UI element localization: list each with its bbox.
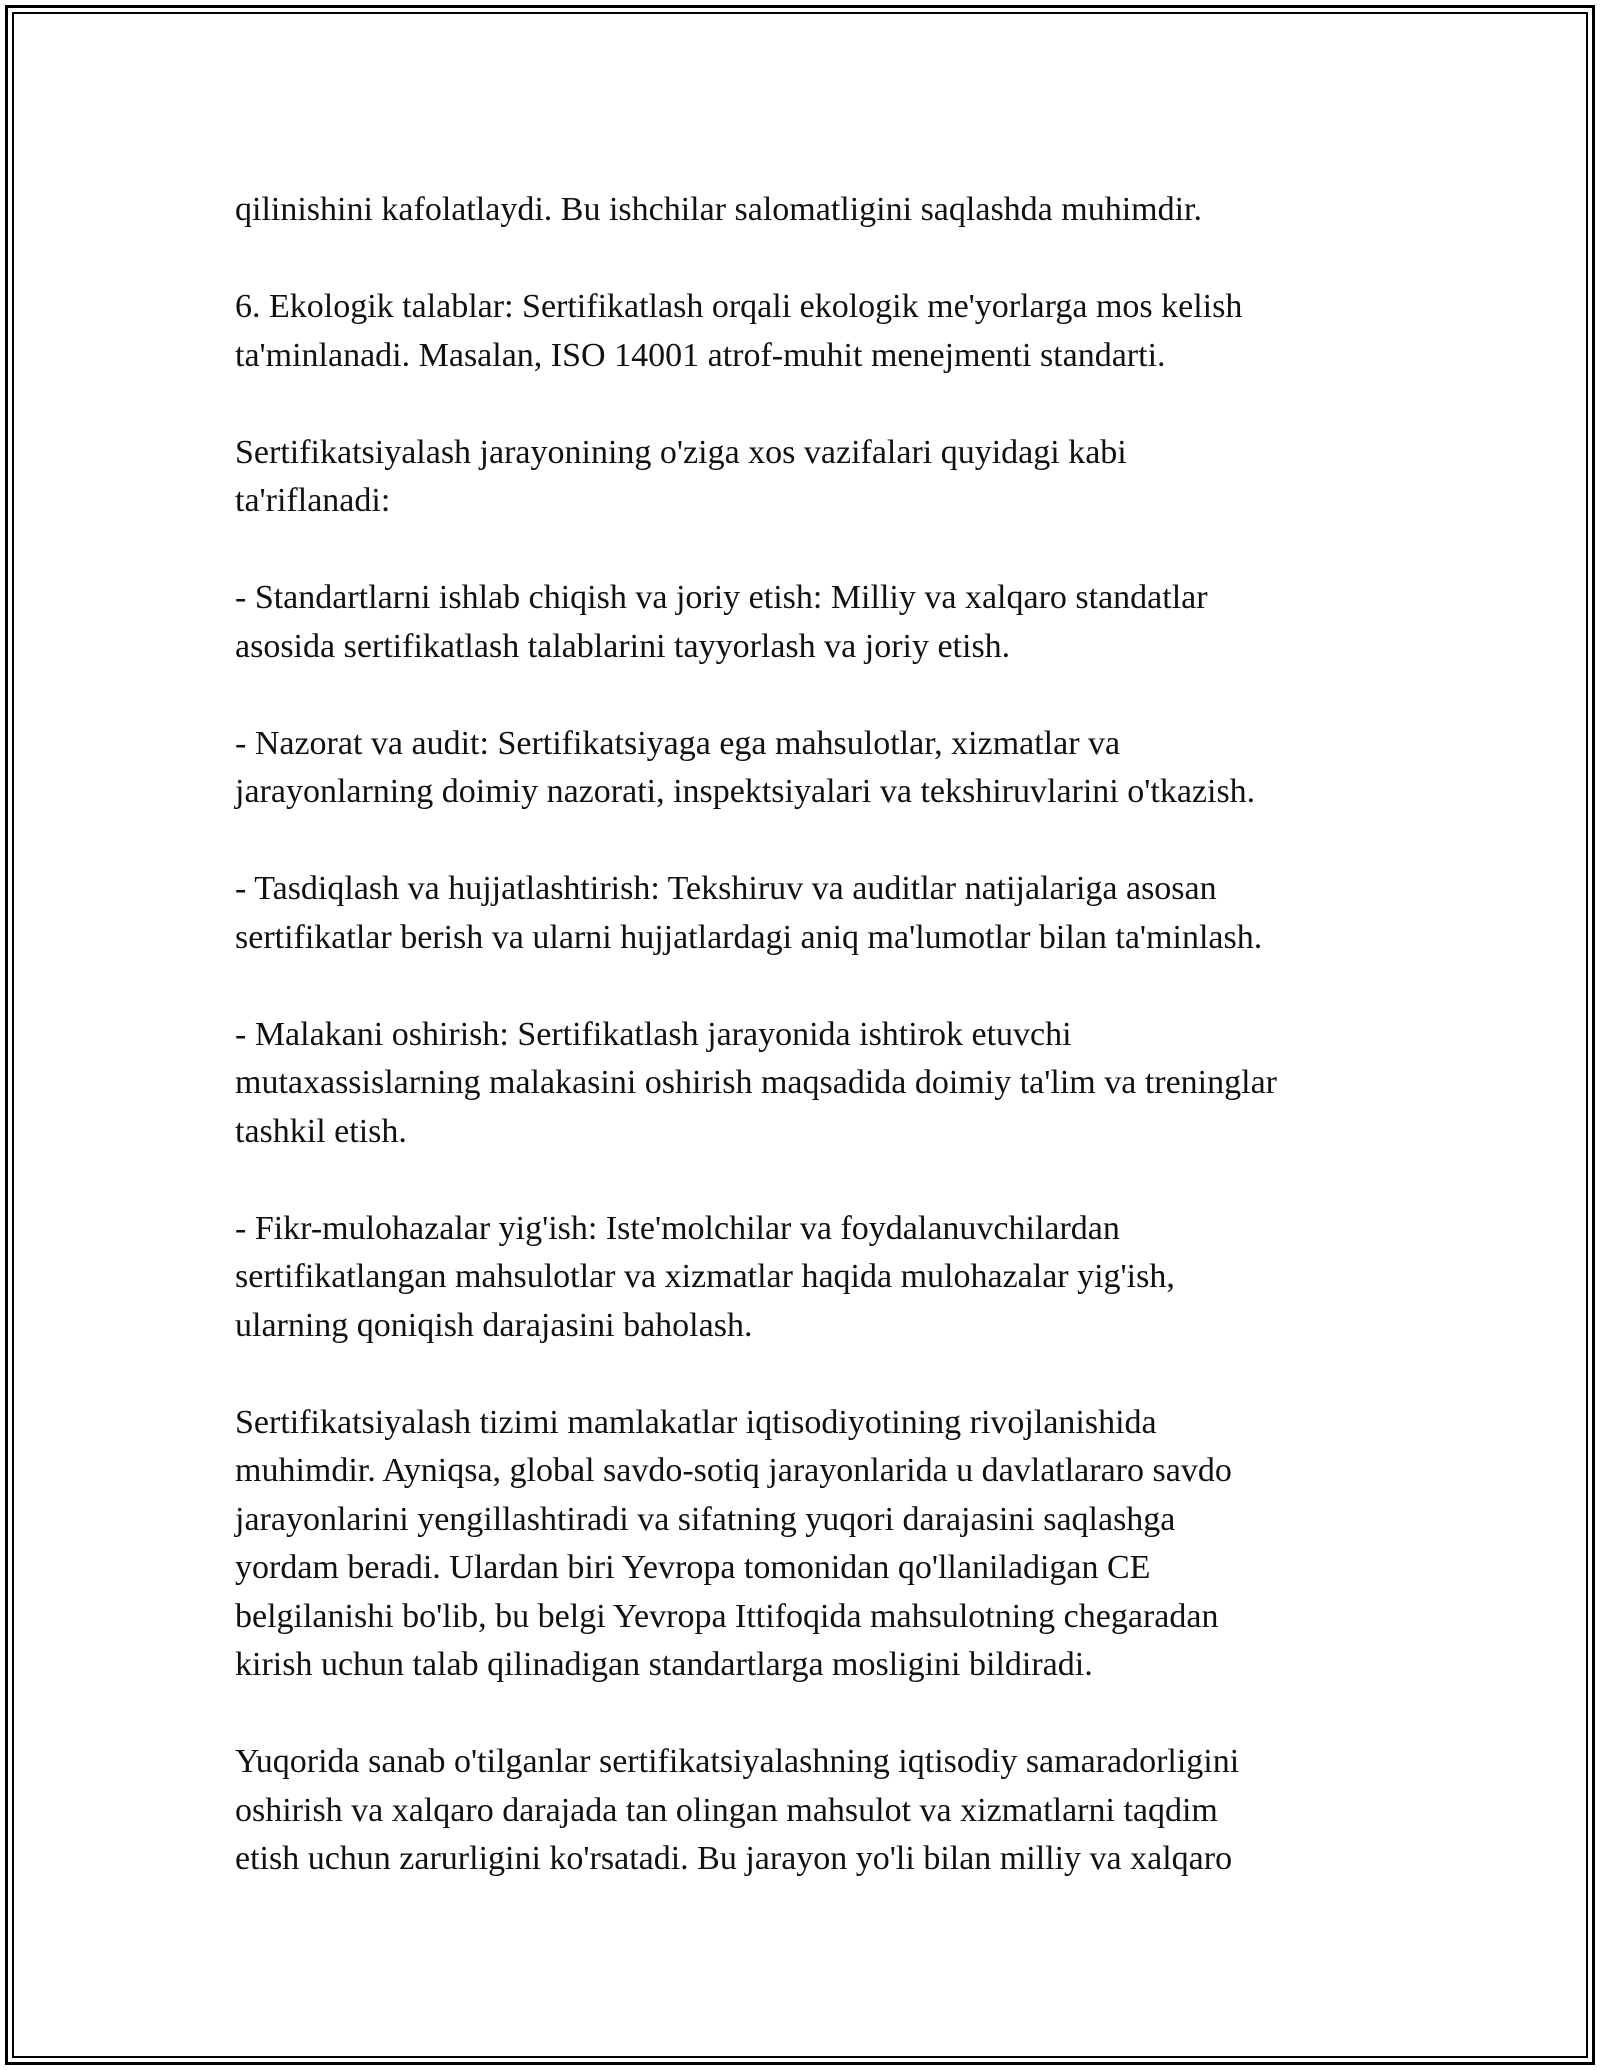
text-line: qilinishini kafolatlaydi. Bu ishchilar salomatligini saqlashda muhimdir. bbox=[235, 191, 1202, 228]
text-line: asosida sertifikatlash talablarini tayyorlash va joriy etish. bbox=[235, 627, 1011, 665]
text-line: mutaxassislarning malakasini oshirish maqsadida doimiy ta'lim va treninglar bbox=[235, 1064, 1277, 1101]
paragraph-tasks-intro bbox=[235, 429, 1415, 526]
text-line: oshirish va xalqaro darajada tan olingan mahsulot va xizmatlarni taqdim bbox=[235, 1791, 1218, 1829]
text-line: Sertifikatsiyalash tizimi mamlakatlar iqtisodiyotining rivojlanishida bbox=[235, 1403, 1157, 1441]
text-line: ta'minlanadi. Masalan, ISO 14001 atrof-muhit menejmenti standarti. bbox=[235, 336, 1166, 374]
paragraph-certification-system bbox=[235, 1399, 1415, 1690]
text-line: sertifikatlangan mahsulotlar va xizmatlar haqida mulohazalar yig'ish, bbox=[235, 1258, 1175, 1295]
text-line: jarayonlarning doimiy nazorati, inspektsiyalari va tekshiruvlarini o'tkazish. bbox=[235, 773, 1256, 810]
paragraph-ecological-requirements bbox=[235, 283, 1415, 380]
text-line: - Nazorat va audit: Sertifikatsiyaga ega mahsulotlar, xizmatlar va bbox=[235, 724, 1121, 762]
text-line: ta'riflanadi: bbox=[235, 482, 391, 519]
document-body bbox=[235, 186, 1415, 1932]
text-line: tashkil etish. bbox=[235, 1112, 407, 1150]
text-line: yordam beradi. Ulardan biri Yevropa tomonidan qo'llaniladigan CE bbox=[235, 1549, 1151, 1586]
text-line: muhimdir. Ayniqsa, global savdo-sotiq jarayonlarida u davlatlararo savdo bbox=[235, 1452, 1232, 1489]
list-item-feedback bbox=[235, 1205, 1415, 1351]
list-item-control-audit bbox=[235, 720, 1415, 817]
list-item-standards bbox=[235, 574, 1415, 671]
paragraph-intro-continuation bbox=[235, 186, 1415, 235]
text-line: 6. Ekologik talablar: Sertifikatlash orqali ekologik me'yorlarga mos kelish bbox=[235, 288, 1243, 325]
text-line: Yuqorida sanab o'tilganlar sertifikatsiyalashning iqtisodiy samaradorligini bbox=[235, 1743, 1240, 1780]
list-item-qualification bbox=[235, 1011, 1415, 1157]
text-line: etish uchun zarurligini ko'rsatadi. Bu jarayon yo'li bilan milliy va xalqaro bbox=[235, 1840, 1233, 1877]
text-line: Sertifikatsiyalash jarayonining o'ziga xos vazifalari quyidagi kabi bbox=[235, 433, 1127, 471]
list-item-approval-documentation bbox=[235, 865, 1415, 962]
text-line: - Malakani oshirish: Sertifikatlash jarayonida ishtirok etuvchi bbox=[235, 1015, 1072, 1053]
text-line: jarayonlarini yengillashtiradi va sifatning yuqori darajasini saqlashga bbox=[235, 1500, 1176, 1538]
text-line: sertifikatlar berish va ularni hujjatlardagi aniq ma'lumotlar bilan ta'minlash. bbox=[235, 918, 1263, 956]
text-line: ularning qoniqish darajasini baholash. bbox=[235, 1306, 753, 1344]
paragraph-conclusion bbox=[235, 1738, 1415, 1884]
text-line: - Standartlarni ishlab chiqish va joriy etish: Milliy va xalqaro standatlar bbox=[235, 579, 1208, 616]
text-line: - Tasdiqlash va hujjatlashtirish: Tekshiruv va auditlar natijalariga asosan bbox=[235, 870, 1217, 907]
text-line: belgilanishi bo'lib, bu belgi Yevropa Ittifoqida mahsulotning chegaradan bbox=[235, 1597, 1219, 1635]
text-line: - Fikr-mulohazalar yig'ish: Iste'molchilar va foydalanuvchilardan bbox=[235, 1209, 1120, 1247]
text-line: kirish uchun talab qilinadigan standartlarga mosligini bildiradi. bbox=[235, 1646, 1093, 1683]
